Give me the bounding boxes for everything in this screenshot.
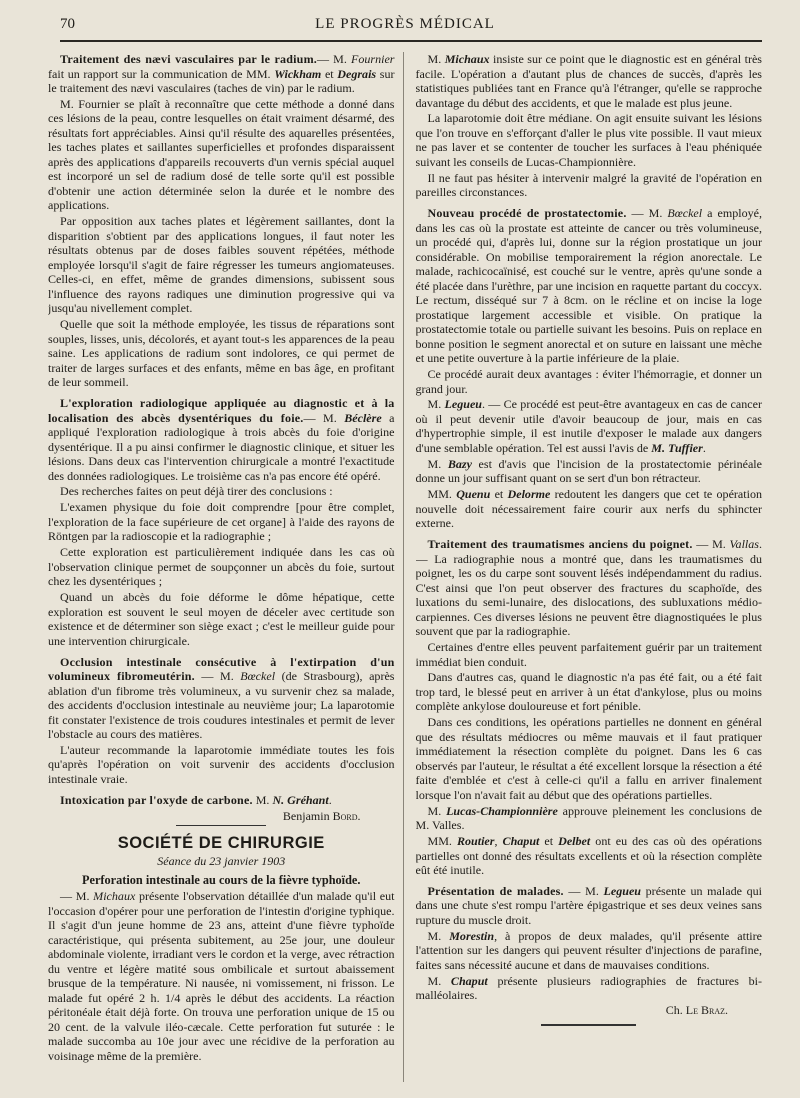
paragraph: L'auteur recommande la laparotomie immédiate toutes les fois qu'après l'opération on voit survenir des accidents d'occlusion intestinale vraie. bbox=[48, 742, 395, 786]
right-column bbox=[416, 52, 763, 1082]
article-abces-foie: L'exploration radiologique appliquée au diagnostic et à la localisation des abcès dysentériques du foie.— M. Béclère a appliqué l'exploration radiologique à trois abcès du foie d'origine dysentérique. Il a pu ainsi confirmer le diagnostic clinique, et situer les lésions. Dans deux cas l'intervention chirurgicale a montré l'exactitude des données radiologiques. Le troisième cas n'a pas encore été opéré. bbox=[48, 396, 395, 483]
closing-rule bbox=[541, 1024, 636, 1029]
signature-le-braz: Ch. Le Braz. bbox=[665, 1002, 728, 1017]
society-heading: SOCIÉTÉ DE CHIRURGIE bbox=[117, 834, 325, 853]
paragraph: M. Bazy est d'avis que l'incision de la prostatectomie périnéale donne un jour suffisant quant on se sert d'un bon rétracteur. bbox=[415, 456, 762, 486]
paragraph: Il ne faut pas hésiter à intervenir malgré la gravité de l'opération en pareilles circonstances. bbox=[415, 170, 762, 200]
paragraph: Des recherches faites on peut déjà tirer des conclusions : bbox=[60, 484, 333, 499]
paragraph: La laparotomie doit être médiane. On agit ensuite suivant les lésions que l'on trouve en s'efforçant d'aller le plus vite possible. Il vaut mieux ne pas laver et se contenter de toucher les surfaces à l'eau phéniquée suivant les conseils de Lucas-Championnière. bbox=[415, 111, 762, 169]
paragraph: Ce procédé aurait deux avantages : éviter l'hémorragie, et donner un grand jour. bbox=[415, 367, 762, 396]
paragraph: M. Chaput présente plusieurs radiographies de fractures bi-malléolaires. bbox=[415, 973, 762, 1003]
article-poignet: Traitement des traumatismes anciens du poignet. — M. Vallas. — La radiographie nous a montré que, dans les traumatismes du poignet, les os du carpe sont souvent lésés indépendamment du radius. C'est ainsi que l'on peut observer des fractures du scaphoïde, des luxations du semi-lunaire, des dislocations, des subluxations médio-carpiennes. Ces diverses lésions ne peuvent être diagnostiquées le plus souvent que par la radiographie. bbox=[415, 537, 762, 639]
paragraph: Cette exploration est particulièrement indiquée dans les cas où l'observation clinique permet de soupçonner un abcès du foie, surtout chez les dysentériques ; bbox=[48, 545, 395, 589]
paragraph: MM. Routier, Chaput et Delbet ont eu des cas où des opérations partielles ont donné des résultats excellents et où la résection complète eût été inutile. bbox=[415, 834, 762, 878]
final-paragraph-row bbox=[416, 974, 763, 1003]
page-number: 70 bbox=[60, 16, 75, 32]
paragraph: Dans ces conditions, les opérations partielles ne donnent en général que des résultats médiocres ou même mauvais et il faut pratiquer immédiatement la résection complète du poignet. Dans les 6 cas observés par l'auteur, le résultat a été excellent lorsque la résection a été faite d'emblée et c'est à celle-ci qu'il a fallu en arriver finalement lorsque l'on n'avait fait au début que des opérations partielles. bbox=[415, 715, 762, 802]
article-naevi-radium: Traitement des nævi vasculaires par le radium.— M. Fournier fait un rapport sur la communication de MM. Wickham et Degrais sur le traitement des nævi vasculaires (taches de vin) par le radium. bbox=[48, 52, 395, 95]
paragraph: Quand un abcès du foie déforme le dôme hépatique, cette exploration est souvent le seul moyen de déceler avec certitude son existence et de déterminer son siège exact ; c'est le meilleur guide pour une intervention chirurgicale. bbox=[48, 590, 395, 648]
paragraph: L'examen physique du foie doit comprendre [pour être complet, l'exploration de la face supérieure de cet organe] à l'aide des rayons de Röntgen par la radioscopie et la radiographie ; bbox=[48, 500, 395, 544]
header-rule bbox=[60, 40, 762, 42]
section-rule bbox=[176, 825, 266, 826]
session-date: Séance du 23 janvier 1903 bbox=[157, 854, 286, 869]
paragraph: M. Michaux insiste sur ce point que le diagnostic est en général très facile. L'opération a d'autant plus de chances de succès, d'après les statistiques publiées tant en France qu'à l'étranger, qu'elle se rapproche davantage du début des accidents, et que le malade est plus jeune. bbox=[415, 52, 762, 110]
journal-title: LE PROGRÈS MÉDICAL bbox=[315, 16, 495, 32]
paragraph: Certaines d'entre elles peuvent parfaitement guérir par un traitement immédiat bien conduit. bbox=[415, 640, 762, 669]
running-head bbox=[48, 12, 762, 36]
signature-bord: Benjamin Bord. bbox=[282, 808, 361, 823]
article-perforation-title: Perforation intestinale au cours de la fièvre typhoïde. bbox=[82, 873, 361, 888]
article-intoxication: Intoxication par l'oxyde de carbone. M. N. Gréhant. bbox=[60, 792, 332, 807]
article-prostatectomie: Nouveau procédé de prostatectomie. — M. Bœckel a employé, dans les cas où la prostate est atteinte de cancer ou très volumineuse, un procédé qui, d'après lui, donne sur la région prostatique un jour considérable. On mobilise temporairement la région anorectale. Le malade, rachicocaïnisé, est couché sur le ventre, après qu'une sonde a été placée dans l'urèthre, par une incision en raquette partant du coccyx. Le rectum, disséqué sur 7 à 8cm. on le récline et on incise la loge prostatique largement accessible et visible. On pratique la prostatectomie totale ou partielle suivant les besoins. Puis on replace en bonne position le segment anorectal et on suture en laissant une mèche et une petite ouverture à la partie inférieure de la plaie. bbox=[415, 206, 762, 366]
paragraph: Quelle que soit la méthode employée, les tissus de réparations sont souples, lisses, unis, décolorés, et ayant tout-s les apparences de la peau saine. Les applications de radium sont indolores, ce qui permet de traiter de larges surfaces et des enfants, même en bas âge, en profitant de leur sommeil. bbox=[48, 317, 395, 390]
article-occlusion: Occlusion intestinale consécutive à l'extirpation d'un volumineux fibromeutérin. — M. Bœckel (de Strasbourg), après ablation d'un fibrome très volumineux, a vu survenir chez sa malade, des accidents d'occlusion intestinale au neuvième jour; La laparotomie fit constater l'existence de trois coudures intestinales et permit de lever l'obstacle au cours des matières. bbox=[48, 654, 395, 742]
paragraph: MM. Quenu et Delorme redoutent les dangers que cet te opération nouvelle doit nécessairement faire courir aux nerfs du sphincter externe. bbox=[415, 487, 762, 531]
paragraph: M. Legueu. — Ce procédé est peut-être avantageux en cas de cancer où il peut devenir utile d'avoir beaucoup de jour, mais en cas d'hypertrophie simple, il est inutile d'exposer le malade aux dangers d'une semblable opération. Tel est aussi l'avis de M. Tuffier. bbox=[415, 397, 762, 455]
article-presentation: Présentation de malades. — M. Legueu présente un malade qui dans une chute s'est rompu l'artère épigastrique et ses deux veines sans rupture du muscle droit. bbox=[415, 883, 762, 927]
paragraph: Dans d'autres cas, quand le diagnostic n'a pas été fait, ou a été fait trop tard, le blessé peut en arriver à un état d'ankylose, plus ou moins complète ankylose douloureuse et fort pénible. bbox=[415, 670, 762, 714]
article-columns bbox=[48, 52, 762, 1082]
paragraph: M. Lucas-Championnière approuve pleinement les conclusions de M. Valles. bbox=[415, 803, 762, 833]
paragraph: M. Morestin, à propos de deux malades, qu'il présente attire l'attention sur les dangers qui peuvent résulter d'injections de parafine, faites sans nécessité aucune et dans de mauvaises conditions. bbox=[415, 928, 762, 972]
article-perforation: — M. Michaux présente l'observation détaillée d'un malade qu'il eut l'occasion d'opérer pour une perforation de l'intestin d'origine typhique. Il s'agit d'un jeune homme de 23 ans, atteint d'une fièvre typhoïde caractéristique, qui présenta subitement, au 25e jour, une douleur abdominale violente, irradiant vers le cordon et la verge, avec rétraction du ventre et légère matité sous ombilicale et surtout abaissement brusque de la température. Ni nausée, ni vomissement, ni frisson. Le malade fut opéré 2 h. 1/4 après le début des accidents. La réaction péritonéale était déjà forte. On trouva une perforation unique de 15 ou 20 cent. de la valvule iléo-cæcale. Cette perforation fut suturée : le malade succomba au 10e jour avec une récidive de la perforation au voisinage même de la première. bbox=[48, 889, 395, 1063]
paragraph: Par opposition aux taches plates et légèrement saillantes, dont la disparition s'obtient par des applications longues, il faut noter les résultats obtenus par de doses faibles souvent répétées, méthode employée lorsqu'il s'agit de faire régresser les tumeurs angiomateuses. Celles-ci, en effet, même de grandes dimensions, subissent sous l'influence des rayons radiques une diminution progressive qui va jusqu'au nivellement complet. bbox=[48, 214, 395, 316]
paragraph: M. Fournier se plaît à reconnaître que cette méthode a donné dans ces lésions de la peau, contre lesquelles on était vraiment désarmé, des résultats fort appréciables. Ainsi qu'il résulte des aquarelles présentées, les taches plates et saillantes superficielles et profondes disparaissent après des applications d'appareils recouverts d'un vernis spécial auquel est incorporé un sel de radium dosé de telle sorte qu'il est possible d'obtenir une action déterminée selon la durée et le nombre des applications. bbox=[48, 96, 395, 213]
left-column bbox=[48, 52, 404, 1082]
